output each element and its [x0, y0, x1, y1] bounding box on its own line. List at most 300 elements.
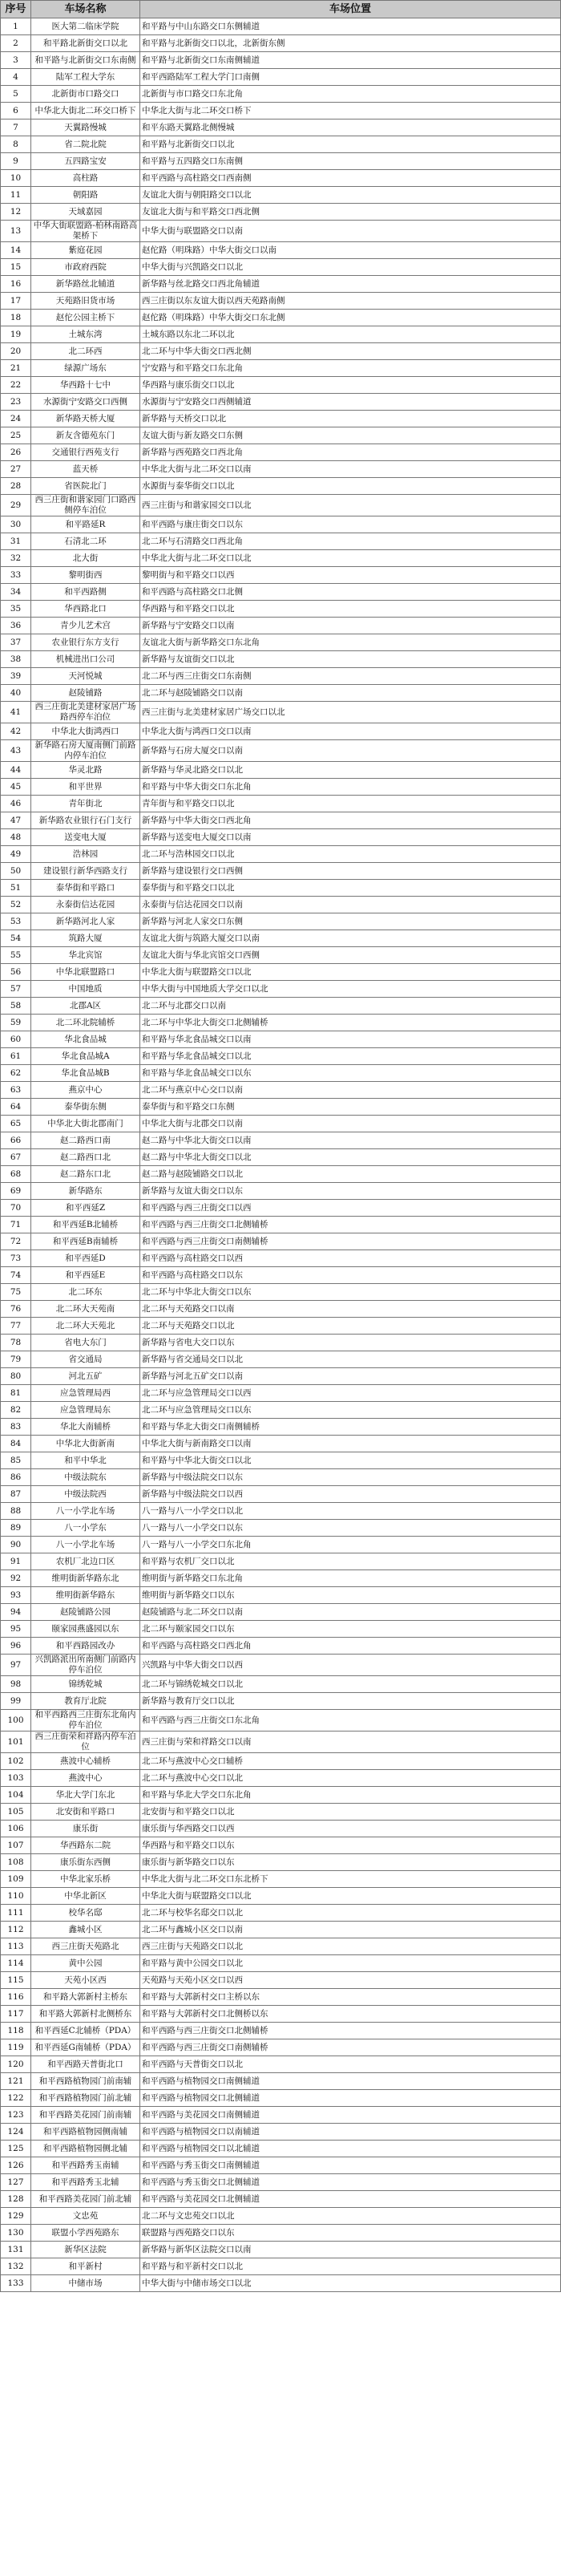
row-number: 90	[1, 1537, 31, 1553]
table-row	[1, 1955, 561, 1972]
parking-location: 康乐街与新华路交口以东	[140, 1854, 561, 1871]
table-row	[1, 2242, 561, 2258]
header-location: 车场位置	[140, 1, 561, 18]
row-number: 91	[1, 1553, 31, 1570]
row-number: 73	[1, 1250, 31, 1267]
table-row	[1, 1787, 561, 1804]
parking-location: 中华北大街与北二环交口桥下	[140, 103, 561, 119]
table-row	[1, 1116, 561, 1132]
parking-location: 康乐街与华西路交口以西	[140, 1821, 561, 1837]
table-row	[1, 326, 561, 343]
parking-name: 康乐街	[31, 1821, 140, 1837]
row-number: 118	[1, 2023, 31, 2039]
parking-location: 新华路与省交通局交口以北	[140, 1351, 561, 1368]
parking-name: 机械进出口公司	[31, 651, 140, 668]
table-row	[1, 1972, 561, 1989]
parking-name: 医大第二临床学院	[31, 18, 140, 35]
parking-name: 石清北二环	[31, 533, 140, 550]
table-row	[1, 1804, 561, 1821]
row-number: 103	[1, 1770, 31, 1787]
parking-location: 宁安路与和平路交口东北角	[140, 360, 561, 377]
parking-name: 和平路北新街交口以北	[31, 35, 140, 52]
table-row	[1, 1503, 561, 1520]
table-row	[1, 1989, 561, 2006]
row-number: 1	[1, 18, 31, 35]
table-row	[1, 998, 561, 1015]
row-number: 95	[1, 1621, 31, 1638]
table-row	[1, 762, 561, 779]
table-row	[1, 2090, 561, 2107]
parking-name: 陆军工程大学东	[31, 69, 140, 86]
row-number: 29	[1, 495, 31, 516]
table-row	[1, 259, 561, 276]
table-row	[1, 1837, 561, 1854]
parking-name: 新华路农业银行石门支行	[31, 812, 140, 829]
row-number: 102	[1, 1753, 31, 1770]
parking-location: 和平东路天翼路北侧慢城	[140, 119, 561, 136]
parking-location: 和平路与北新街交口东南侧辅道	[140, 52, 561, 69]
table-row	[1, 550, 561, 567]
parking-location: 和平西路与康庄街交口以东	[140, 516, 561, 533]
parking-name: 土城东湾	[31, 326, 140, 343]
parking-name: 建设银行新华西路支行	[31, 863, 140, 880]
row-number: 37	[1, 634, 31, 651]
table-row	[1, 779, 561, 796]
parking-location: 维明街与新华路交口东北角	[140, 1570, 561, 1587]
parking-name: 中华北大街北二环交口桥下	[31, 103, 140, 119]
parking-name: 省二院北院	[31, 136, 140, 153]
parking-name: 新华路石房大厦南侧门前路内停车泊位	[31, 740, 140, 762]
parking-location: 中华北大街与联盟路交口以北	[140, 964, 561, 981]
table-row	[1, 1621, 561, 1638]
parking-name: 维明街新华路东	[31, 1587, 140, 1604]
row-number: 50	[1, 863, 31, 880]
row-number: 106	[1, 1821, 31, 1837]
parking-location: 北二环与天苑路交口以北	[140, 1318, 561, 1335]
row-number: 89	[1, 1520, 31, 1537]
row-number: 115	[1, 1972, 31, 1989]
row-number: 38	[1, 651, 31, 668]
table-row	[1, 1922, 561, 1938]
table-row	[1, 343, 561, 360]
row-number: 62	[1, 1065, 31, 1082]
parking-name: 中国地质	[31, 981, 140, 998]
table-row	[1, 444, 561, 461]
parking-name: 新华区法院	[31, 2242, 140, 2258]
table-row	[1, 276, 561, 293]
row-number: 8	[1, 136, 31, 153]
table-row	[1, 1520, 561, 1537]
parking-location: 北二环与浩林园交口以北	[140, 846, 561, 863]
parking-location: 中华北大街与联盟路交口以北	[140, 1888, 561, 1905]
table-row	[1, 1821, 561, 1837]
parking-location: 八一路与八一小学交口东北角	[140, 1537, 561, 1553]
parking-location: 和平西路与高柱路交口以西	[140, 1250, 561, 1267]
row-number: 2	[1, 35, 31, 52]
table-row	[1, 1335, 561, 1351]
parking-name: 新华路天桥大厦	[31, 411, 140, 427]
parking-name: 赵二路东口北	[31, 1166, 140, 1183]
row-number: 92	[1, 1570, 31, 1587]
table-row	[1, 86, 561, 103]
parking-location: 新华路与教育厅交口以北	[140, 1693, 561, 1710]
table-row	[1, 1655, 561, 1676]
table-row	[1, 103, 561, 119]
row-number: 58	[1, 998, 31, 1015]
row-number: 69	[1, 1183, 31, 1200]
row-number: 22	[1, 377, 31, 394]
parking-name: 省交通局	[31, 1351, 140, 1368]
row-number: 88	[1, 1503, 31, 1520]
parking-name: 天苑路旧货市场	[31, 293, 140, 310]
parking-location: 和平路与中华北大街交口以北	[140, 1452, 561, 1469]
table-row	[1, 846, 561, 863]
row-number: 70	[1, 1200, 31, 1217]
parking-name: 送变电大厦	[31, 829, 140, 846]
parking-name: 西三庄街北美建材家居广场路西停车泊位	[31, 702, 140, 723]
parking-location: 和平西路与秀玉街交口北侧辅道	[140, 2174, 561, 2191]
parking-name: 和平西延G南辅桥（PDA）	[31, 2039, 140, 2056]
parking-location: 北二环与燕波中心交口辅桥	[140, 1753, 561, 1770]
row-number: 14	[1, 242, 31, 259]
table-row	[1, 242, 561, 259]
parking-name: 康乐街东西侧	[31, 1854, 140, 1871]
table-row	[1, 52, 561, 69]
parking-name: 应急管理局西	[31, 1385, 140, 1402]
parking-location: 和平西路与西三庄街交口北侧辅桥	[140, 1217, 561, 1233]
parking-location: 新华路与天桥交口以北	[140, 411, 561, 427]
table-row	[1, 863, 561, 880]
parking-location: 新华路与宁安路交口以南	[140, 618, 561, 634]
parking-name: 兴凯路派出所南侧门前路内停车泊位	[31, 1655, 140, 1676]
parking-location: 北二环与燕京中心交口以南	[140, 1082, 561, 1099]
table-row	[1, 601, 561, 618]
row-number: 77	[1, 1318, 31, 1335]
row-number: 9	[1, 153, 31, 170]
row-number: 13	[1, 221, 31, 242]
parking-location: 中华大街与兴凯路交口以北	[140, 259, 561, 276]
parking-name: 鑫城小区	[31, 1922, 140, 1938]
parking-location: 北二环与校华名邸交口以北	[140, 1905, 561, 1922]
table-row	[1, 1048, 561, 1065]
parking-name: 北新街市口路交口	[31, 86, 140, 103]
table-row	[1, 310, 561, 326]
row-number: 3	[1, 52, 31, 69]
table-row	[1, 1301, 561, 1318]
table-row	[1, 1132, 561, 1149]
parking-name: 华西路北口	[31, 601, 140, 618]
parking-name: 和平西路西三庄街东北角内停车泊位	[31, 1710, 140, 1732]
parking-location: 和平路与大郭新村交口主桥以东	[140, 1989, 561, 2006]
parking-name: 河北五矿	[31, 1368, 140, 1385]
row-number: 60	[1, 1031, 31, 1048]
table-row	[1, 1351, 561, 1368]
parking-name: 北大街	[31, 550, 140, 567]
parking-location: 友谊北大街与朝阳路交口以北	[140, 187, 561, 204]
row-number: 113	[1, 1938, 31, 1955]
table-row	[1, 1452, 561, 1469]
parking-location: 新华路与新华区法院交口以南	[140, 2242, 561, 2258]
table-row	[1, 1385, 561, 1402]
parking-name: 和平路与北新街交口东南侧	[31, 52, 140, 69]
parking-name: 应急管理局东	[31, 1402, 140, 1419]
parking-location: 和平西路与高柱路交口西南侧	[140, 170, 561, 187]
row-number: 128	[1, 2191, 31, 2208]
parking-name: 颐家园燕盛园以东	[31, 1621, 140, 1638]
parking-location: 和平路与华北食品城交口以南	[140, 1031, 561, 1048]
parking-location: 中华大街与中国地质大学交口以北	[140, 981, 561, 998]
parking-name: 北二环北院辅桥	[31, 1015, 140, 1031]
row-number: 43	[1, 740, 31, 762]
parking-location: 和平路与北新街交口以北，北新街东侧	[140, 35, 561, 52]
parking-name: 华北食品城	[31, 1031, 140, 1048]
table-row	[1, 394, 561, 411]
parking-location: 和平西路陆军工程大学门口南侧	[140, 69, 561, 86]
row-number: 100	[1, 1710, 31, 1732]
parking-name: 中级法院东	[31, 1469, 140, 1486]
parking-location: 西三庄街以东友谊大街以西天苑路南侧	[140, 293, 561, 310]
table-row	[1, 1368, 561, 1385]
parking-name: 维明街新华路东北	[31, 1570, 140, 1587]
row-number: 107	[1, 1837, 31, 1854]
parking-location: 赵二路与中华北大街交口以北	[140, 1149, 561, 1166]
row-number: 6	[1, 103, 31, 119]
parking-location: 和平西路与美花园交口北侧辅道	[140, 2191, 561, 2208]
parking-name: 西三庄街和谐家园门口路西侧停车泊位	[31, 495, 140, 516]
row-number: 119	[1, 2039, 31, 2056]
parking-location: 永泰街与信达花园交口以南	[140, 897, 561, 913]
parking-name: 和平新村	[31, 2258, 140, 2275]
parking-location: 新华路与建设银行交口西侧	[140, 863, 561, 880]
parking-location: 北二环与北郡交口以南	[140, 998, 561, 1015]
parking-location: 新华路与省电大交口以东	[140, 1335, 561, 1351]
table-body	[1, 18, 561, 2292]
row-number: 114	[1, 1955, 31, 1972]
table-row	[1, 1693, 561, 1710]
row-number: 126	[1, 2157, 31, 2174]
row-number: 65	[1, 1116, 31, 1132]
parking-name: 西三庄街荣和祥路内停车泊位	[31, 1732, 140, 1753]
parking-name: 和平路大郭新村北侧桥东	[31, 2006, 140, 2023]
row-number: 117	[1, 2006, 31, 2023]
row-number: 96	[1, 1638, 31, 1655]
row-number: 110	[1, 1888, 31, 1905]
table-row	[1, 360, 561, 377]
parking-location: 中华北大街与鸿西口交口以南	[140, 723, 561, 740]
parking-location: 北新街与市口路交口东北角	[140, 86, 561, 103]
parking-name: 和平西延B北辅桥	[31, 1217, 140, 1233]
table-row	[1, 981, 561, 998]
table-row	[1, 1537, 561, 1553]
parking-name: 华北宾馆	[31, 947, 140, 964]
parking-location: 和平西路与西三庄街交口北侧辅桥	[140, 2023, 561, 2039]
parking-location: 北二环与石清路交口西北角	[140, 533, 561, 550]
table-row	[1, 221, 561, 242]
table-row	[1, 1250, 561, 1267]
parking-name: 北二环大天苑南	[31, 1301, 140, 1318]
parking-name: 中华北家乐桥	[31, 1871, 140, 1888]
table-row	[1, 1469, 561, 1486]
parking-location: 新华路与友谊街交口以北	[140, 651, 561, 668]
parking-location: 华西路与和平路交口以东	[140, 1837, 561, 1854]
table-row	[1, 1905, 561, 1922]
table-row	[1, 668, 561, 685]
parking-location: 北二环与鑫城小区交口以南	[140, 1922, 561, 1938]
table-row	[1, 495, 561, 516]
parking-location: 北二环与中华大街交口西北侧	[140, 343, 561, 360]
table-row	[1, 1888, 561, 1905]
table-row	[1, 1267, 561, 1284]
row-number: 78	[1, 1335, 31, 1351]
parking-location: 赵陵铺路与北二环交口以南	[140, 1604, 561, 1621]
row-number: 98	[1, 1676, 31, 1693]
table-row	[1, 618, 561, 634]
table-row	[1, 1638, 561, 1655]
parking-location: 新华路与河北五矿交口以南	[140, 1368, 561, 1385]
row-number: 123	[1, 2107, 31, 2124]
table-row	[1, 1031, 561, 1048]
parking-name: 锦绣乾城	[31, 1676, 140, 1693]
parking-location: 新华路与石房大厦交口以南	[140, 740, 561, 762]
table-row	[1, 153, 561, 170]
parking-name: 青少儿艺术宫	[31, 618, 140, 634]
parking-name: 新华路丝北辅道	[31, 276, 140, 293]
header-no: 序号	[1, 1, 31, 18]
row-number: 49	[1, 846, 31, 863]
table-row	[1, 930, 561, 947]
parking-location: 黎明街与和平路交口以西	[140, 567, 561, 584]
parking-location: 新华路与送变电大厦交口以南	[140, 829, 561, 846]
table-row	[1, 2073, 561, 2090]
table-row	[1, 411, 561, 427]
parking-location: 维明街与新华路交口以东	[140, 1587, 561, 1604]
table-row	[1, 2006, 561, 2023]
parking-name: 朝阳路	[31, 187, 140, 204]
table-row	[1, 1183, 561, 1200]
parking-location: 和平路与华北食品城交口以北	[140, 1048, 561, 1065]
parking-location: 和平西路与美花园交口南侧辅道	[140, 2107, 561, 2124]
parking-name: 赵陵铺路公园	[31, 1604, 140, 1621]
parking-name: 省医院北门	[31, 478, 140, 495]
row-number: 48	[1, 829, 31, 846]
table-row	[1, 897, 561, 913]
parking-location: 新华路与丝北路交口西北角辅道	[140, 276, 561, 293]
parking-location: 新华路与中级法院交口以东	[140, 1469, 561, 1486]
parking-name: 省电大东门	[31, 1335, 140, 1351]
parking-name: 赵佗公园主桥下	[31, 310, 140, 326]
table-row	[1, 947, 561, 964]
table-row	[1, 1149, 561, 1166]
parking-name: 赵二路西口北	[31, 1149, 140, 1166]
table-row	[1, 1770, 561, 1787]
row-number: 16	[1, 276, 31, 293]
row-number: 75	[1, 1284, 31, 1301]
row-number: 25	[1, 427, 31, 444]
row-number: 35	[1, 601, 31, 618]
parking-name: 华北大南辅桥	[31, 1419, 140, 1436]
row-number: 61	[1, 1048, 31, 1065]
parking-name: 华北食品城B	[31, 1065, 140, 1082]
parking-location: 和平西路与植物园交口以南辅道	[140, 2124, 561, 2141]
parking-name: 新华路河北人家	[31, 913, 140, 930]
parking-name: 北郡A区	[31, 998, 140, 1015]
parking-location: 泰华街与和平路交口以北	[140, 880, 561, 897]
row-number: 31	[1, 533, 31, 550]
table-row	[1, 2023, 561, 2039]
parking-name: 和平西延Z	[31, 1200, 140, 1217]
row-number: 132	[1, 2258, 31, 2275]
parking-name: 和平西路园改办	[31, 1638, 140, 1655]
table-row	[1, 1604, 561, 1621]
parking-location: 中华北大街与北郡交口以南	[140, 1116, 561, 1132]
parking-location: 中华大街与联盟路交口以南	[140, 221, 561, 242]
parking-location: 北安街与和平路交口以北	[140, 1804, 561, 1821]
parking-location: 和平西路与西三庄街交口东北角	[140, 1710, 561, 1732]
row-number: 46	[1, 796, 31, 812]
table-row	[1, 1233, 561, 1250]
parking-location: 中华北大街与北二环交口以北	[140, 550, 561, 567]
row-number: 112	[1, 1922, 31, 1938]
table-row	[1, 1200, 561, 1217]
table-row	[1, 829, 561, 846]
parking-name: 泰华街和平路口	[31, 880, 140, 897]
table-row	[1, 1402, 561, 1419]
row-number: 72	[1, 1233, 31, 1250]
parking-name: 中华北大街鸿西口	[31, 723, 140, 740]
row-number: 4	[1, 69, 31, 86]
table-row	[1, 1419, 561, 1436]
parking-location: 和平路与北新街交口以北	[140, 136, 561, 153]
table-row	[1, 1676, 561, 1693]
row-number: 82	[1, 1402, 31, 1419]
parking-name: 校华名邸	[31, 1905, 140, 1922]
row-number: 76	[1, 1301, 31, 1318]
parking-location: 泰华街与和平路交口东侧	[140, 1099, 561, 1116]
row-number: 131	[1, 2242, 31, 2258]
table-row	[1, 1732, 561, 1753]
table-row	[1, 1854, 561, 1871]
row-number: 125	[1, 2141, 31, 2157]
parking-name: 新华路东	[31, 1183, 140, 1200]
table-row	[1, 1938, 561, 1955]
row-number: 40	[1, 685, 31, 702]
table-row	[1, 2141, 561, 2157]
parking-name: 北安街和平路口	[31, 1804, 140, 1821]
table-row	[1, 1871, 561, 1888]
parking-location: 西三庄街与天苑路交口以北	[140, 1938, 561, 1955]
parking-location: 赵佗路（明珠路）中华大街交口以南	[140, 242, 561, 259]
parking-location: 新华路与西苑路交口西北角	[140, 444, 561, 461]
row-number: 85	[1, 1452, 31, 1469]
parking-name: 农机厂北边口区	[31, 1553, 140, 1570]
row-number: 83	[1, 1419, 31, 1436]
parking-location: 和平路与农机厂交口以北	[140, 1553, 561, 1570]
parking-name: 华西路十七中	[31, 377, 140, 394]
parking-location: 和平西路与西三庄街交口南侧辅桥	[140, 2039, 561, 2056]
table-row	[1, 516, 561, 533]
parking-location: 北二环与锦绣乾城交口以北	[140, 1676, 561, 1693]
row-number: 86	[1, 1469, 31, 1486]
table-row	[1, 478, 561, 495]
parking-name: 和平路大郭新村主桥东	[31, 1989, 140, 2006]
parking-location: 和平路与中山东路交口东侧辅道	[140, 18, 561, 35]
table-row	[1, 1436, 561, 1452]
row-number: 109	[1, 1871, 31, 1888]
parking-location: 西三庄街与和谐家园交口以北	[140, 495, 561, 516]
parking-location: 中华北大街与新南路交口以南	[140, 1436, 561, 1452]
parking-location: 友谊北大街与筑路大厦交口以南	[140, 930, 561, 947]
table-row	[1, 293, 561, 310]
